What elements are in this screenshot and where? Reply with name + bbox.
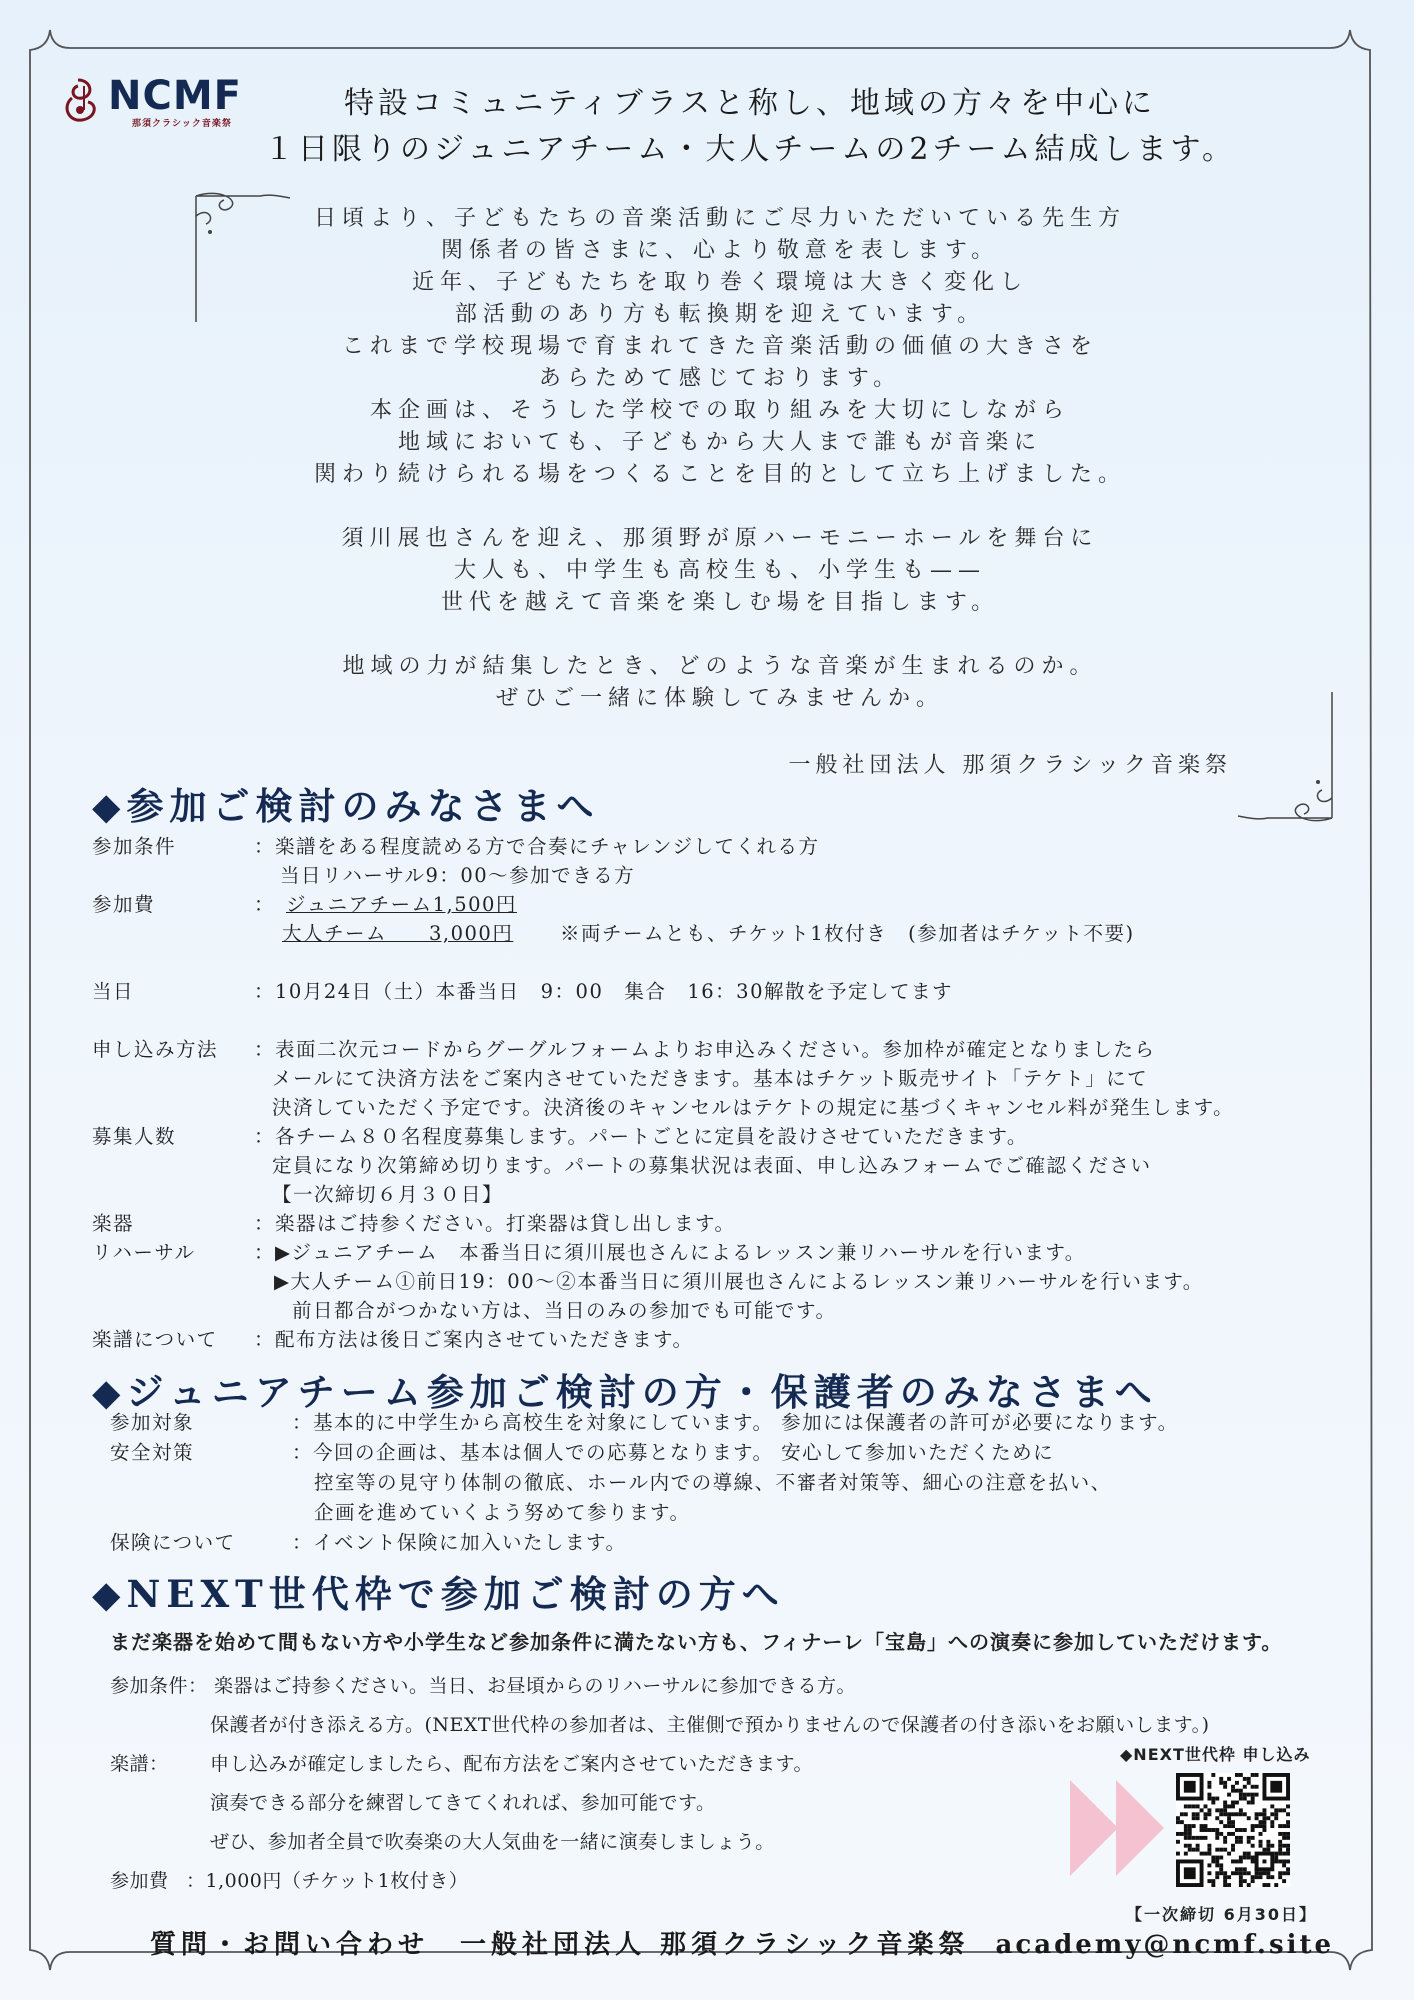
score-label: 楽譜について (92, 1328, 218, 1351)
qr-code[interactable] (1176, 1773, 1290, 1887)
next-fee-label: 参加費 (110, 1870, 169, 1892)
qr-label: ◆NEXT世代枠 申し込み (1120, 1745, 1311, 1764)
conditions-label: 参加条件 (92, 835, 177, 858)
message-line: これまで学校現場で育まれてきた音楽活動の価値の大きさを (341, 334, 1098, 359)
message-line: ぜひご一緒に体験してみませんか。 (495, 686, 944, 711)
contact-email[interactable]: academy@ncmf.site (995, 1930, 1335, 1960)
message-line: 地域の力が結集したとき、どのような音楽が生まれるのか。 (342, 654, 1098, 679)
safety-value: 企画を進めていくよう努めて参ります。 (314, 1501, 691, 1524)
fee-note: ※両チームとも、チケット1枚付き (参加者はチケット不要) (560, 922, 1135, 945)
double-arrow-icon (1070, 1780, 1170, 1876)
signature: 一般社団法人 那須クラシック音楽祭 (788, 753, 1232, 778)
conditions-value: ：楽譜をある程度読める方で合奏にチャレンジしてくれる方 (254, 835, 820, 858)
apply-value: メールにて決済方法をご案内させていただきます。基本はチケット販売サイト「テケト」にて (272, 1067, 1149, 1090)
safety-value: ：今回の企画は、基本は個人での応募となります。 安心して参加いただくために (292, 1441, 1055, 1464)
next-score-value: 演奏できる部分を練習してきてくれれば、参加可能です。 (210, 1792, 716, 1814)
message-line: あらためて感じております。 (538, 366, 902, 391)
section-title-next: ◆NEXT世代枠で参加ご検討の方へ (92, 1572, 785, 1616)
rehearsal-value: ▶大人チーム①前日19：00～②本番当日に須川展也さんによるレッスン兼リハーサルを行います。 (274, 1270, 1204, 1293)
target-value: ：基本的に中学生から高校生を対象にしています。 参加には保護者の許可が必要になります。 (292, 1411, 1179, 1434)
next-lead: まだ楽器を始めて間もない方や小学生など参加条件に満たない方も、フィナーレ「宝島」への演奏に参加していただけます。 (110, 1630, 1283, 1654)
recruit-value: 定員になり次第締め切ります。パートの募集状況は表面、申し込みフォームでご確認ください (272, 1154, 1152, 1177)
insurance-value: ：イベント保険に加入いたします。 (292, 1531, 627, 1554)
message-line: 地域においても、子どもから大人まで誰もが音楽に (397, 430, 1042, 455)
contact-line (150, 1924, 1334, 1961)
logo-brand: NCMF (108, 73, 242, 119)
apply-value: ：表面二次元コードからグーグルフォームよりお申込みください。参加枠が確定となりましたら (254, 1038, 1156, 1061)
day-label: 当日 (92, 980, 135, 1003)
section-participants-details (92, 832, 1322, 1354)
fee-label: 参加費 (92, 893, 156, 916)
contact-text: 質問・お問い合わせ 一般社団法人 那須クラシック音楽祭 (150, 1930, 970, 1960)
message-line: 関係者の皆さまに、心より敬意を表します。 (440, 238, 1000, 263)
message-line: 本企画は、そうした学校での取り組みを大切にしながら (369, 398, 1070, 423)
recruit-deadline: 【一次締切６月３０日】 (272, 1183, 504, 1206)
message-line: 大人も、中学生も高校生も、小学生も—— (453, 558, 986, 583)
recruit-value: ：各チーム８０名程度募集します。パートごとに定員を設けさせていただきます。 (254, 1125, 1028, 1148)
instrument-label: 楽器 (92, 1212, 135, 1235)
safety-label: 安全対策 (110, 1441, 195, 1464)
insurance-label: 保険について (110, 1531, 236, 1554)
apply-label: 申し込み方法 (92, 1038, 219, 1061)
conditions-value: 当日リハーサル9：00～参加できる方 (280, 864, 636, 887)
message-line: 関わり続けられる場をつくることを目的として立ち上げました。 (313, 462, 1126, 487)
message-line: 世代を越えて音楽を楽しむ場を目指します。 (440, 590, 1000, 615)
qr-deadline: 【一次締切 6月30日】 (1126, 1905, 1317, 1924)
headline-line-2: １日限りのジュニアチーム・大人チームの2チーム結成します。 (263, 132, 1237, 167)
greeting-message (240, 203, 1200, 715)
apply-value: 決済していただく予定です。決済後のキャンセルはテケトの規定に基づくキャンセル料が発生します。 (272, 1096, 1235, 1119)
fee-colon: ： (254, 893, 276, 916)
message-line: 須川展也さんを迎え、那須野が原ハーモニーホールを舞台に (341, 526, 1099, 551)
score-value: ：配布方法は後日ご案内させていただきます。 (254, 1328, 694, 1351)
message-line: 部活動のあり方も転換期を迎えています。 (454, 302, 986, 327)
next-score-value: 申し込みが確定しましたら、配布方法をご案内させていただきます。 (210, 1753, 813, 1775)
next-fee-value: ：1,000円（チケット1枚付き） (186, 1870, 469, 1892)
rehearsal-label: リハーサル (92, 1241, 196, 1264)
ornament-bottom-right-icon (1228, 688, 1338, 828)
message-line: 日頃より、子どもたちの音楽活動にご尽力いただいている先生方 (313, 206, 1126, 231)
section-title-junior: ◆ジュニアチーム参加ご検討の方・保護者のみなさまへ (92, 1370, 1158, 1414)
section-junior-details (110, 1408, 1330, 1558)
fee-junior: ジュニアチーム1,500円 (286, 893, 517, 916)
rehearsal-value: ：▶ジュニアチーム 本番当日に須川展也さんによるレッスン兼リハーサルを行います。 (254, 1241, 1086, 1264)
rehearsal-value: 前日都合がつかない方は、当日のみの参加でも可能です。 (292, 1299, 837, 1322)
next-cond-label: 参加条件： (110, 1675, 208, 1697)
ncmf-logo (58, 72, 258, 132)
next-score-label: 楽譜： (110, 1753, 169, 1775)
music-note-logo-icon (58, 76, 106, 128)
next-score-value: ぜひ、参加者全員で吹奏楽の大人気曲を一緒に演奏しましょう。 (210, 1831, 775, 1853)
section-title-participants: ◆参加ご検討のみなさまへ (92, 784, 600, 828)
fee-adult: 大人チーム 3,000円 (282, 922, 514, 945)
next-cond-value: 保護者が付き添える方。(NEXT世代枠の参加者は、主催側で預かりませんので保護者の付き添いをお願いします。) (210, 1714, 1210, 1736)
day-value: ：10月24日（土）本番当日 9：00 集合 16：30解散を予定してます (254, 980, 953, 1003)
headline-line-1: 特設コミュニティブラスと称し、地域の方々を中心に (343, 86, 1157, 121)
logo-subtitle: 那須クラシック音楽祭 (132, 119, 232, 129)
next-cond-value: 楽器はご持参ください。当日、お昼頃からのリハーサルに参加できる方。 (214, 1675, 856, 1697)
target-label: 参加対象 (110, 1411, 195, 1434)
message-line: 近年、子どもたちを取り巻く環境は大きく変化し (411, 270, 1028, 295)
safety-value: 控室等の見守り体制の徹底、ホール内での導線、不審者対策等、細心の注意を払い、 (314, 1471, 1112, 1494)
recruit-label: 募集人数 (92, 1125, 177, 1148)
instrument-value: ：楽器はご持参ください。打楽器は貸し出します。 (254, 1212, 736, 1235)
